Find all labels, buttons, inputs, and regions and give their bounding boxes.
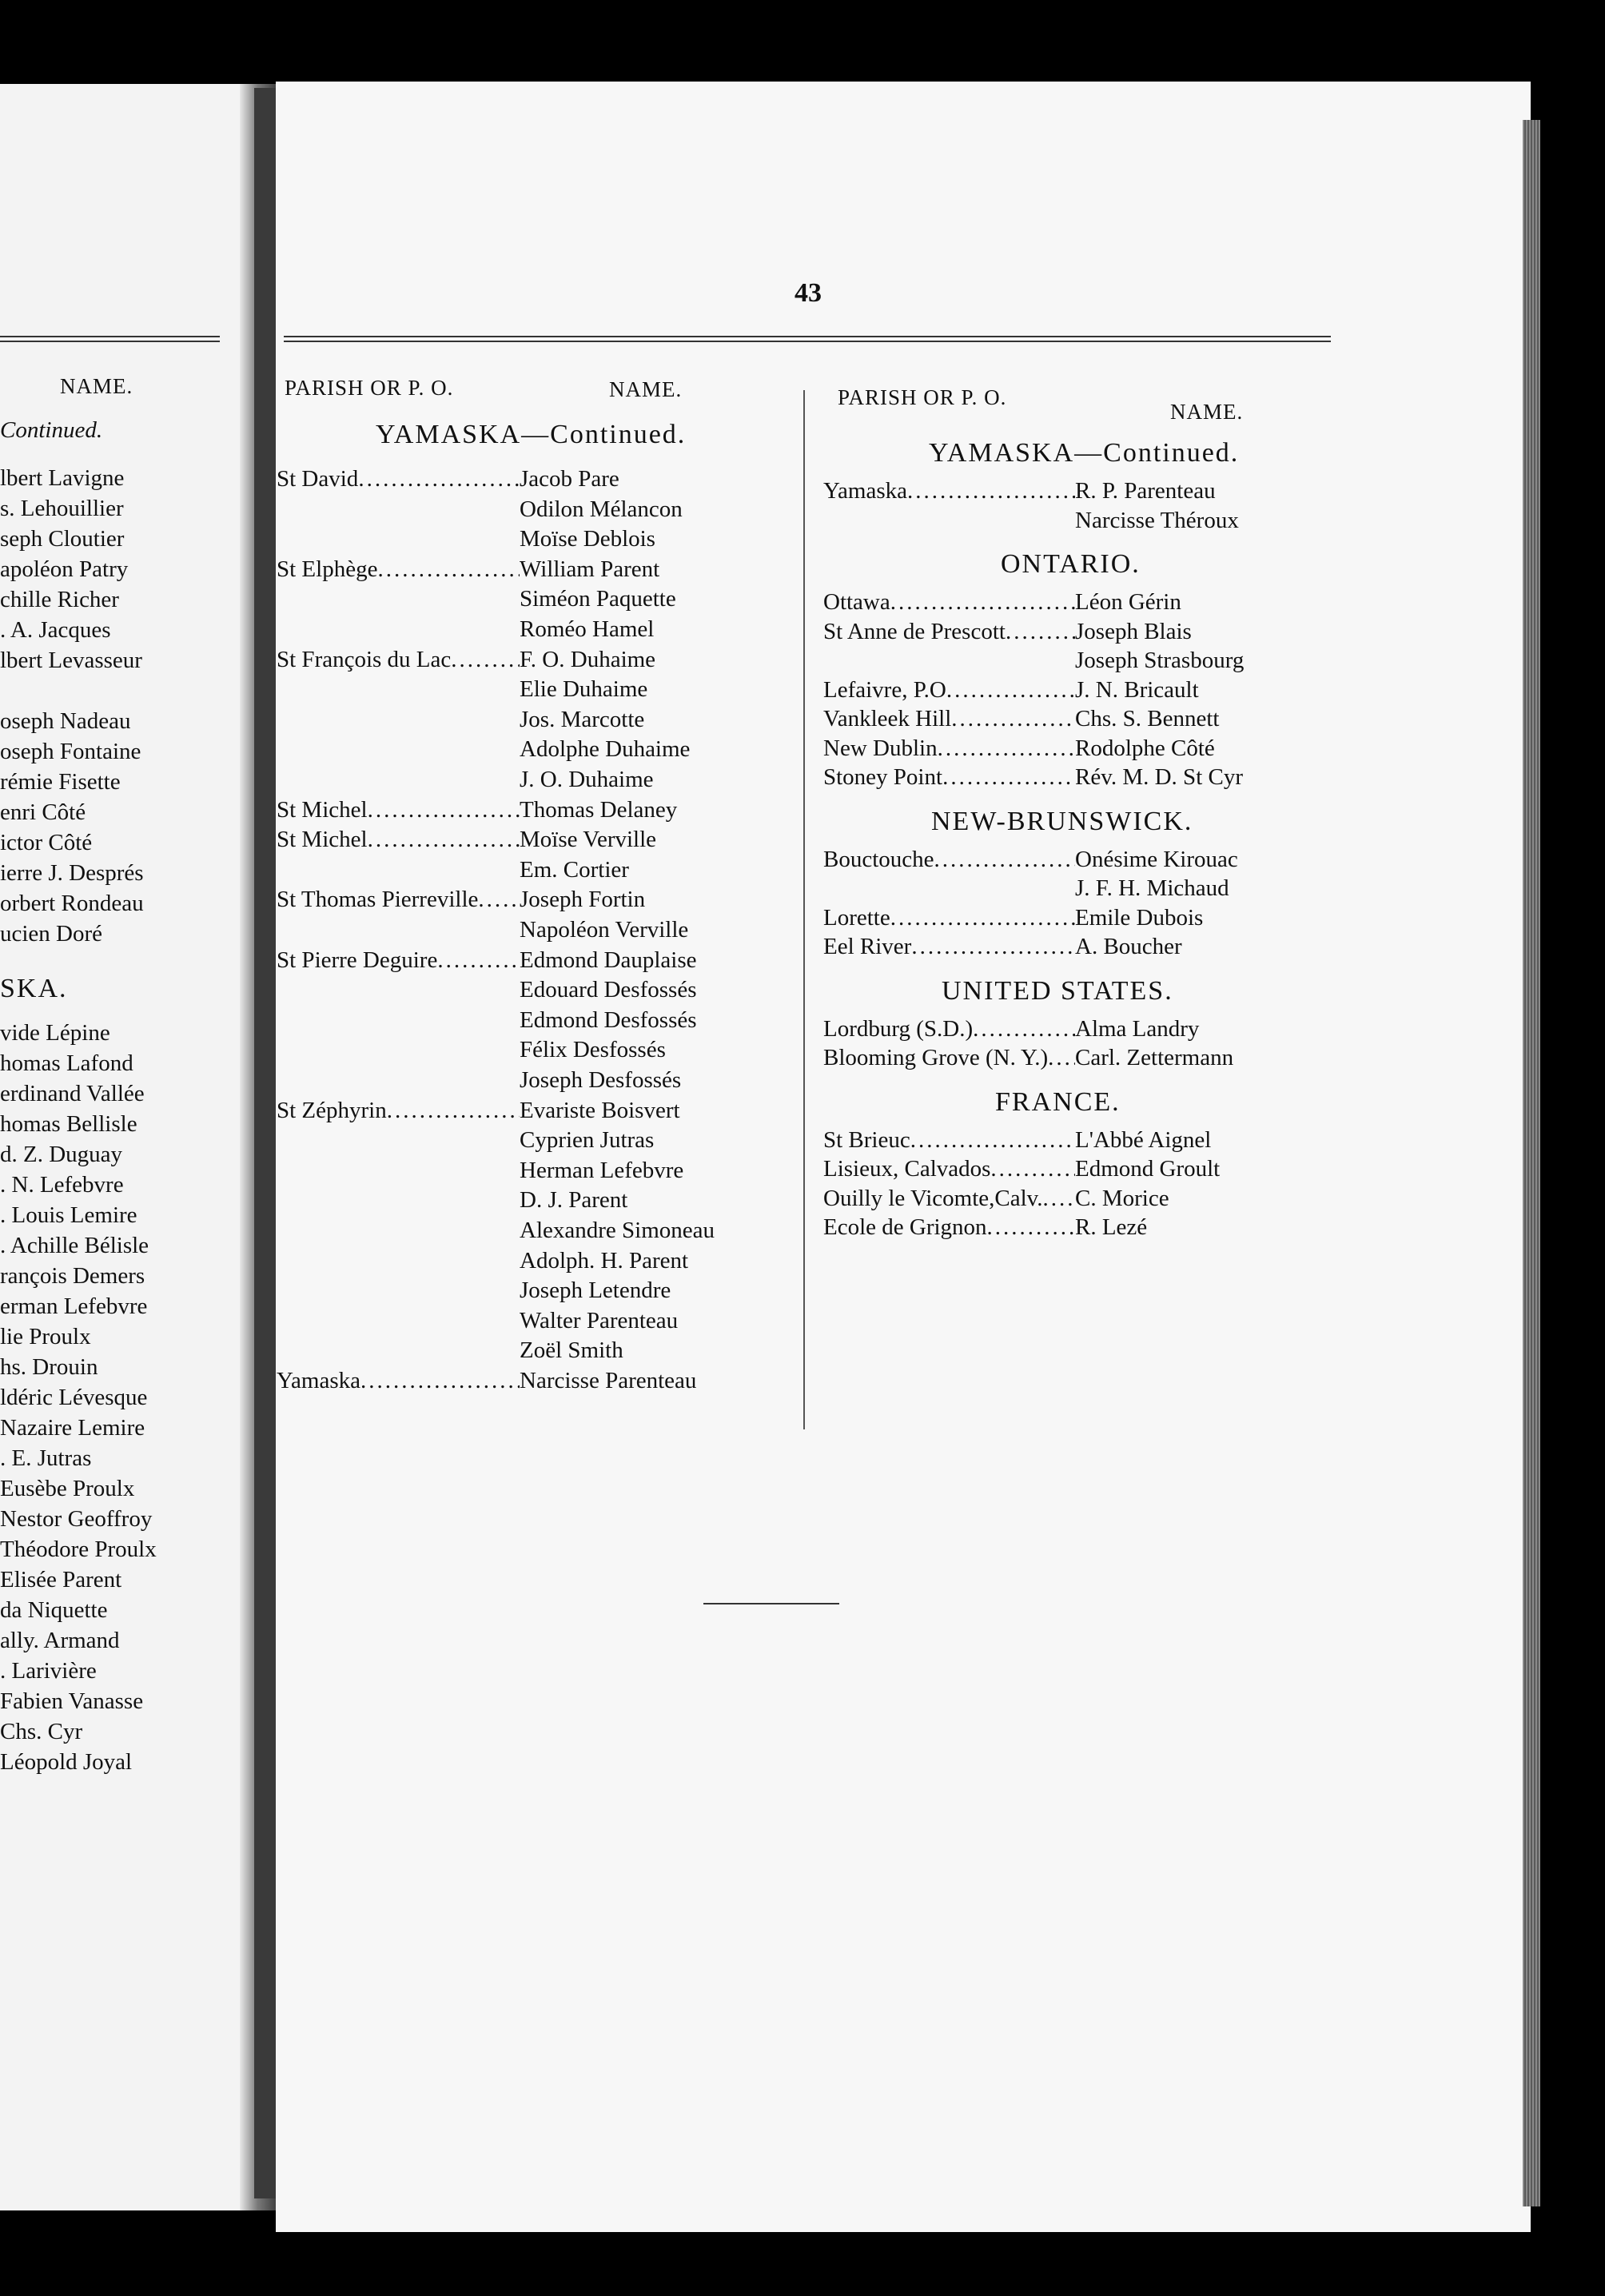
leader-dots: [1048, 1045, 1075, 1071]
entry-row: [277, 947, 520, 974]
person-name: Jacob Pare: [520, 466, 619, 492]
leader-dots: [1006, 619, 1075, 645]
person-name: Em. Cortier: [520, 857, 629, 883]
person-name: enri Côté: [0, 799, 86, 825]
section-heading: ONTARIO.: [1001, 549, 1141, 579]
person-name: . N. Lefebvre: [0, 1172, 124, 1198]
mid-section-heading: YAMASKA—Continued.: [376, 420, 687, 449]
mid-parish-header: PARISH OR P. O.: [285, 376, 454, 400]
mid-name-header: NAME.: [609, 377, 683, 401]
person-name: J. N. Bricault: [1075, 677, 1199, 703]
person-name: lbert Lavigne: [0, 465, 125, 491]
leader-dots: [1043, 1186, 1075, 1212]
entry-row: [823, 1127, 1075, 1154]
person-name: lie Proulx: [0, 1324, 91, 1349]
leader-dots: [358, 466, 520, 492]
person-name: Narcisse Parenteau: [520, 1368, 697, 1393]
parish-name: Lisieux, Calvados: [823, 1156, 991, 1182]
parish-name: St David: [277, 466, 359, 492]
parish-name: Ecole de Grignon: [823, 1214, 987, 1240]
person-name: D. J. Parent: [520, 1187, 628, 1213]
entry-row: [823, 905, 1075, 931]
leader-dots: [890, 905, 1075, 931]
person-name: Rodolphe Côté: [1075, 735, 1215, 761]
entry-row: [277, 827, 520, 853]
person-name: Nazaire Lemire: [0, 1415, 145, 1441]
person-name: Eusèbe Proulx: [0, 1476, 135, 1501]
leader-dots: [387, 1098, 520, 1124]
person-name: R. Lezé: [1075, 1214, 1148, 1240]
leader-dots: [360, 1368, 520, 1394]
leader-dots: [368, 797, 520, 823]
leader-dots: [938, 735, 1075, 762]
person-name: Napoléon Verville: [520, 917, 689, 943]
person-name: homas Lafond: [0, 1050, 133, 1076]
person-name: R. P. Parenteau: [1075, 478, 1216, 504]
leader-dots: [911, 934, 1075, 960]
right-name-header: NAME.: [1170, 400, 1244, 424]
parish-name: Eel River: [823, 934, 912, 959]
person-name: A. Boucher: [1075, 934, 1182, 959]
person-name: rémie Fisette: [0, 769, 121, 795]
person-name: Adolph. H. Parent: [520, 1248, 689, 1274]
person-name: J. F. H. Michaud: [1075, 875, 1229, 901]
person-name: Edouard Desfossés: [520, 977, 697, 1003]
parish-name: Ottawa: [823, 589, 890, 615]
person-name: hs. Drouin: [0, 1354, 98, 1380]
page-number: 43: [795, 278, 822, 308]
person-name: chille Richer: [0, 587, 119, 612]
entry-row: [823, 478, 1075, 504]
entry-row: [823, 735, 1075, 762]
leader-dots: [934, 847, 1075, 873]
person-name: . Larivière: [0, 1658, 97, 1684]
person-name: Elie Duhaime: [520, 676, 648, 702]
leader-dots: [987, 1214, 1075, 1241]
entry-row: [823, 677, 1075, 704]
parish-name: St Michel: [277, 827, 368, 852]
person-name: s. Lehouillier: [0, 496, 124, 521]
person-name: Alexandre Simoneau: [520, 1218, 715, 1243]
leader-dots: [910, 1127, 1075, 1154]
person-name: apoléon Patry: [0, 556, 129, 582]
left-header-rule: [0, 336, 220, 342]
person-name: . A. Jacques: [0, 617, 111, 643]
person-name: oseph Fontaine: [0, 739, 141, 764]
person-name: C. Morice: [1075, 1186, 1169, 1211]
section-heading: SKA.: [0, 974, 68, 1003]
section-heading: FRANCE.: [995, 1087, 1121, 1117]
person-name: Herman Lefebvre: [520, 1158, 684, 1183]
person-name: Edmond Groult: [1075, 1156, 1221, 1182]
person-name: d. Z. Duguay: [0, 1142, 123, 1167]
entry-row: [823, 847, 1075, 873]
person-name: Elisée Parent: [0, 1567, 122, 1592]
parish-name: St François du Lac: [277, 647, 452, 672]
person-name: Jos. Marcotte: [520, 707, 645, 732]
page-edges: [1523, 120, 1540, 2206]
entry-row: [823, 1016, 1075, 1042]
leader-dots: [478, 887, 520, 913]
person-name: Nestor Geoffroy: [0, 1506, 153, 1532]
leader-dots: [942, 764, 1075, 791]
entry-row: [823, 1186, 1075, 1212]
book-spine: [254, 88, 278, 2198]
person-name: Odilon Mélancon: [520, 496, 683, 522]
parish-name: St Zéphyrin: [277, 1098, 387, 1123]
person-name: Chs. Cyr: [0, 1719, 83, 1744]
person-name: Joseph Strasbourg: [1075, 648, 1245, 673]
person-name: da Niquette: [0, 1597, 108, 1623]
person-name: Rév. M. D. St Cyr: [1075, 764, 1243, 790]
leader-dots: [990, 1156, 1075, 1182]
entry-row: [277, 556, 520, 583]
person-name: ucien Doré: [0, 921, 103, 947]
person-name: lbert Levasseur: [0, 648, 142, 673]
person-name: vide Lépine: [0, 1020, 110, 1046]
person-name: Joseph Letendre: [520, 1278, 671, 1303]
page-header-rule: [284, 336, 1331, 342]
person-name: J. O. Duhaime: [520, 767, 654, 792]
parish-name: St Elphège: [277, 556, 378, 582]
entry-row: [823, 706, 1075, 732]
entry-row: [277, 1098, 520, 1124]
parish-name: Blooming Grove (N. Y.): [823, 1045, 1049, 1070]
entry-row: [823, 764, 1075, 791]
parish-name: St Anne de Prescott: [823, 619, 1006, 644]
person-name: Edmond Dauplaise: [520, 947, 697, 973]
person-name: Joseph Blais: [1075, 619, 1192, 644]
parish-name: Ouilly le Vicomte,Calv.: [823, 1186, 1043, 1211]
person-name: ally. Armand: [0, 1628, 120, 1653]
parish-name: Bouctouche: [823, 847, 934, 872]
person-name: Edmond Desfossés: [520, 1007, 697, 1033]
leader-dots: [907, 478, 1075, 504]
person-name: Walter Parenteau: [520, 1308, 679, 1333]
person-name: William Parent: [520, 556, 660, 582]
person-name: erman Lefebvre: [0, 1293, 148, 1319]
person-name: Siméon Paquette: [520, 586, 676, 612]
person-name: Chs. S. Bennett: [1075, 706, 1220, 731]
person-name: . Louis Lemire: [0, 1202, 137, 1228]
entry-row: [823, 1045, 1075, 1071]
entry-row: [277, 647, 520, 673]
leader-dots: [946, 677, 1075, 704]
person-name: Alma Landry: [1075, 1016, 1200, 1042]
section-heading: NEW-BRUNSWICK.: [931, 807, 1193, 836]
person-name: ldéric Lévesque: [0, 1385, 148, 1410]
parish-name: Lordburg (S.D.): [823, 1016, 974, 1042]
parish-name: Vankleek Hill: [823, 706, 952, 731]
person-name: orbert Rondeau: [0, 891, 144, 916]
entry-row: [823, 1214, 1075, 1241]
person-name: Fabien Vanasse: [0, 1688, 144, 1714]
parish-name: St Brieuc: [823, 1127, 910, 1153]
person-name: rançois Demers: [0, 1263, 145, 1289]
leader-dots: [368, 827, 520, 853]
parish-name: Yamaska: [277, 1368, 360, 1393]
entry-row: [277, 887, 520, 913]
parish-name: Yamaska: [823, 478, 907, 504]
leader-dots: [951, 706, 1075, 732]
person-name: Narcisse Théroux: [1075, 508, 1239, 533]
entry-row: [823, 619, 1075, 645]
person-name: ierre J. Després: [0, 860, 144, 886]
person-name: F. O. Duhaime: [520, 647, 656, 672]
column-divider: [803, 390, 805, 1429]
person-name: Théodore Proulx: [0, 1537, 157, 1562]
person-name: Onésime Kirouac: [1075, 847, 1238, 872]
left-continued: Continued.: [0, 417, 103, 443]
person-name: Joseph Desfossés: [520, 1067, 682, 1093]
person-name: Joseph Fortin: [520, 887, 646, 912]
person-name: erdinand Vallée: [0, 1081, 145, 1106]
person-name: Roméo Hamel: [520, 616, 655, 642]
person-name: Zoël Smith: [520, 1337, 623, 1363]
parish-name: Stoney Point: [823, 764, 943, 790]
person-name: Félix Desfossés: [520, 1037, 666, 1062]
leader-dots: [973, 1016, 1075, 1042]
leader-dots: [890, 589, 1075, 616]
person-name: Carl. Zettermann: [1075, 1045, 1234, 1070]
person-name: Moïse Verville: [520, 827, 657, 852]
person-name: Adolphe Duhaime: [520, 736, 691, 762]
entry-row: [823, 589, 1075, 616]
parish-name: St Michel: [277, 797, 368, 823]
person-name: Léopold Joyal: [0, 1749, 133, 1775]
person-name: Moïse Deblois: [520, 526, 655, 552]
person-name: L'Abbé Aignel: [1075, 1127, 1212, 1153]
parish-name: New Dublin: [823, 735, 938, 761]
leader-dots: [451, 647, 520, 673]
person-name: homas Bellisle: [0, 1111, 137, 1137]
parish-name: St Pierre Deguire: [277, 947, 438, 973]
person-name: Evariste Boisvert: [520, 1098, 680, 1123]
person-name: seph Cloutier: [0, 526, 125, 552]
person-name: Emile Dubois: [1075, 905, 1204, 931]
section-heading: YAMASKA—Continued.: [929, 438, 1240, 468]
person-name: Léon Gérin: [1075, 589, 1181, 615]
person-name: Thomas Delaney: [520, 797, 678, 823]
parish-name: Lefaivre, P.O: [823, 677, 946, 703]
entry-row: [823, 1156, 1075, 1182]
left-col-header: NAME.: [60, 374, 133, 398]
parish-name: Lorette: [823, 905, 890, 931]
person-name: Cyprien Jutras: [520, 1127, 655, 1153]
person-name: oseph Nadeau: [0, 708, 131, 734]
right-parish-header: PARISH OR P. O.: [838, 385, 1007, 409]
entry-row: [277, 797, 520, 823]
leader-dots: [377, 556, 520, 583]
entry-row: [277, 1368, 520, 1394]
entry-row: [277, 466, 520, 492]
section-heading: UNITED STATES.: [942, 976, 1173, 1006]
parish-name: St Thomas Pierreville: [277, 887, 479, 912]
person-name: . E. Jutras: [0, 1445, 92, 1471]
entry-row: [823, 934, 1075, 960]
end-rule: [703, 1603, 839, 1604]
leader-dots: [437, 947, 520, 974]
person-name: ictor Côté: [0, 830, 93, 855]
person-name: . Achille Bélisle: [0, 1233, 149, 1258]
